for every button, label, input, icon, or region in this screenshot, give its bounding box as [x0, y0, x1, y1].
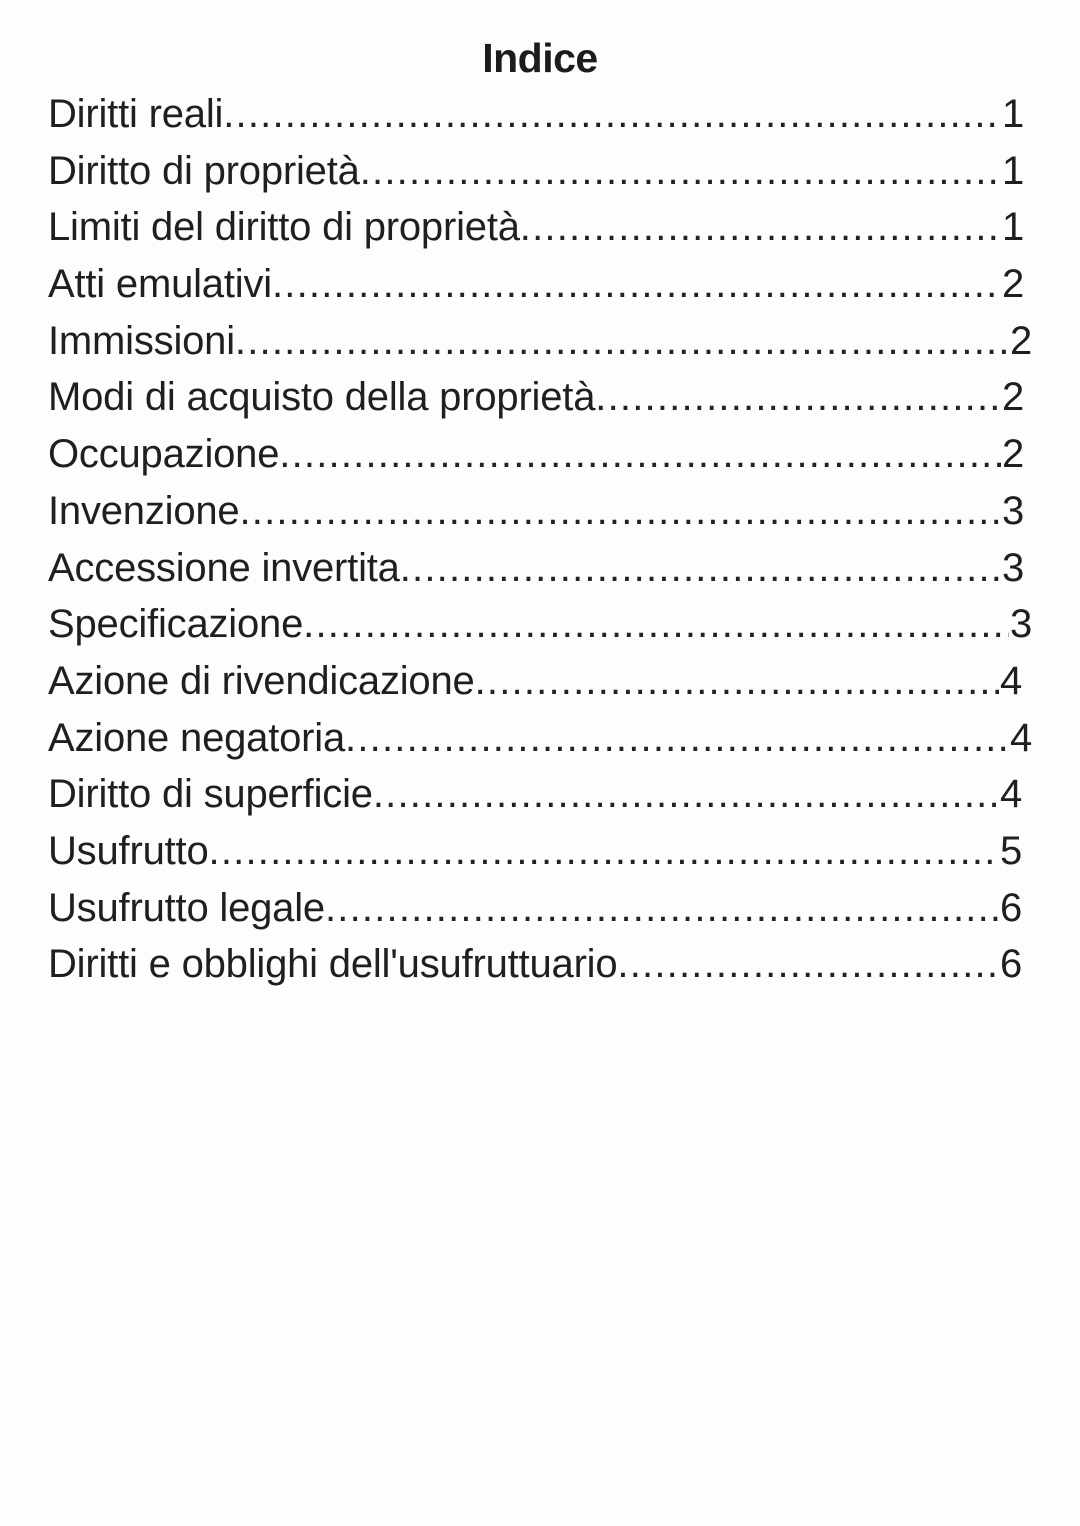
- toc-entry[interactable]: [48, 143, 1024, 200]
- toc-entry[interactable]: [48, 710, 1032, 767]
- toc-entry-label: Diritto di superficie: [48, 772, 373, 817]
- toc-entry-label: Diritti reali: [48, 92, 224, 136]
- table-of-contents: [48, 86, 1032, 993]
- toc-entry[interactable]: [48, 880, 1022, 937]
- dot-leader: [595, 369, 1001, 426]
- toc-entry-page: 4: [999, 772, 1022, 817]
- dot-leader: [400, 540, 1001, 597]
- toc-entry[interactable]: [48, 766, 1022, 823]
- toc-entry[interactable]: [48, 540, 1024, 597]
- toc-entry[interactable]: [48, 823, 1022, 880]
- toc-entry-page: 6: [999, 942, 1022, 987]
- dot-leader: [209, 823, 999, 880]
- dot-leader: [272, 256, 1001, 313]
- toc-entry[interactable]: [48, 199, 1024, 256]
- toc-entry-label: Specificazione: [48, 602, 304, 647]
- toc-entry[interactable]: [48, 483, 1024, 540]
- dot-leader: [239, 483, 1000, 540]
- toc-entry[interactable]: [48, 86, 1024, 143]
- toc-entry-label: Modi di acquisto della proprietà: [48, 375, 596, 420]
- toc-entry-label: Diritto di proprietà: [48, 148, 360, 193]
- dot-leader: [475, 653, 999, 710]
- toc-entry-page: 3: [1001, 488, 1024, 533]
- toc-entry[interactable]: [48, 596, 1032, 653]
- toc-entry-page: 3: [1001, 545, 1024, 590]
- toc-entry-label: Azione di rivendicazione: [48, 658, 475, 703]
- toc-entry-page: 2: [1001, 375, 1024, 420]
- toc-entry-label: Limiti del diritto di proprietà: [48, 205, 520, 250]
- dot-leader: [303, 596, 1009, 653]
- dot-leader: [223, 86, 1001, 143]
- toc-entry-page: 6: [999, 885, 1022, 930]
- dot-leader: [360, 143, 1001, 200]
- toc-entry-page: 2: [1001, 262, 1024, 307]
- dot-leader: [345, 710, 1009, 767]
- toc-entry[interactable]: [48, 369, 1024, 426]
- dot-leader: [325, 880, 999, 937]
- toc-entry-label: Occupazione: [48, 432, 280, 477]
- toc-entry-label: Atti emulativi: [48, 262, 272, 307]
- toc-entry-page: 2: [1001, 432, 1024, 477]
- toc-entry-page: 4: [1009, 715, 1032, 760]
- dot-leader: [235, 313, 1009, 370]
- toc-title: Indice: [482, 35, 598, 81]
- dot-leader: [373, 766, 999, 823]
- toc-entry[interactable]: [48, 313, 1032, 370]
- toc-entry-page: 1: [1001, 205, 1024, 250]
- dot-leader: [279, 426, 1001, 483]
- toc-entry-label: Invenzione: [48, 488, 240, 533]
- toc-entry[interactable]: [48, 936, 1022, 993]
- toc-entry-label: Azione negatoria: [48, 715, 346, 760]
- dot-leader: [520, 199, 1001, 256]
- toc-entry[interactable]: [48, 426, 1024, 483]
- toc-entry-label: Usufrutto: [48, 828, 209, 873]
- toc-entry-page: 1: [1001, 148, 1024, 193]
- toc-entry[interactable]: [48, 653, 1022, 710]
- toc-entry-label: Accessione invertita: [48, 545, 400, 590]
- toc-entry-page: 1: [1001, 92, 1024, 136]
- toc-entry-label: Usufrutto legale: [48, 885, 325, 930]
- toc-entry-page: 2: [1009, 318, 1032, 363]
- toc-entry[interactable]: [48, 256, 1024, 313]
- toc-entry-label: Immissioni: [48, 318, 235, 363]
- toc-entry-page: 3: [1009, 602, 1032, 647]
- toc-entry-page: 4: [999, 658, 1022, 703]
- dot-leader: [617, 936, 999, 993]
- toc-entry-page: 5: [999, 828, 1022, 873]
- toc-entry-label: Diritti e obblighi dell'usufruttuario: [48, 942, 618, 987]
